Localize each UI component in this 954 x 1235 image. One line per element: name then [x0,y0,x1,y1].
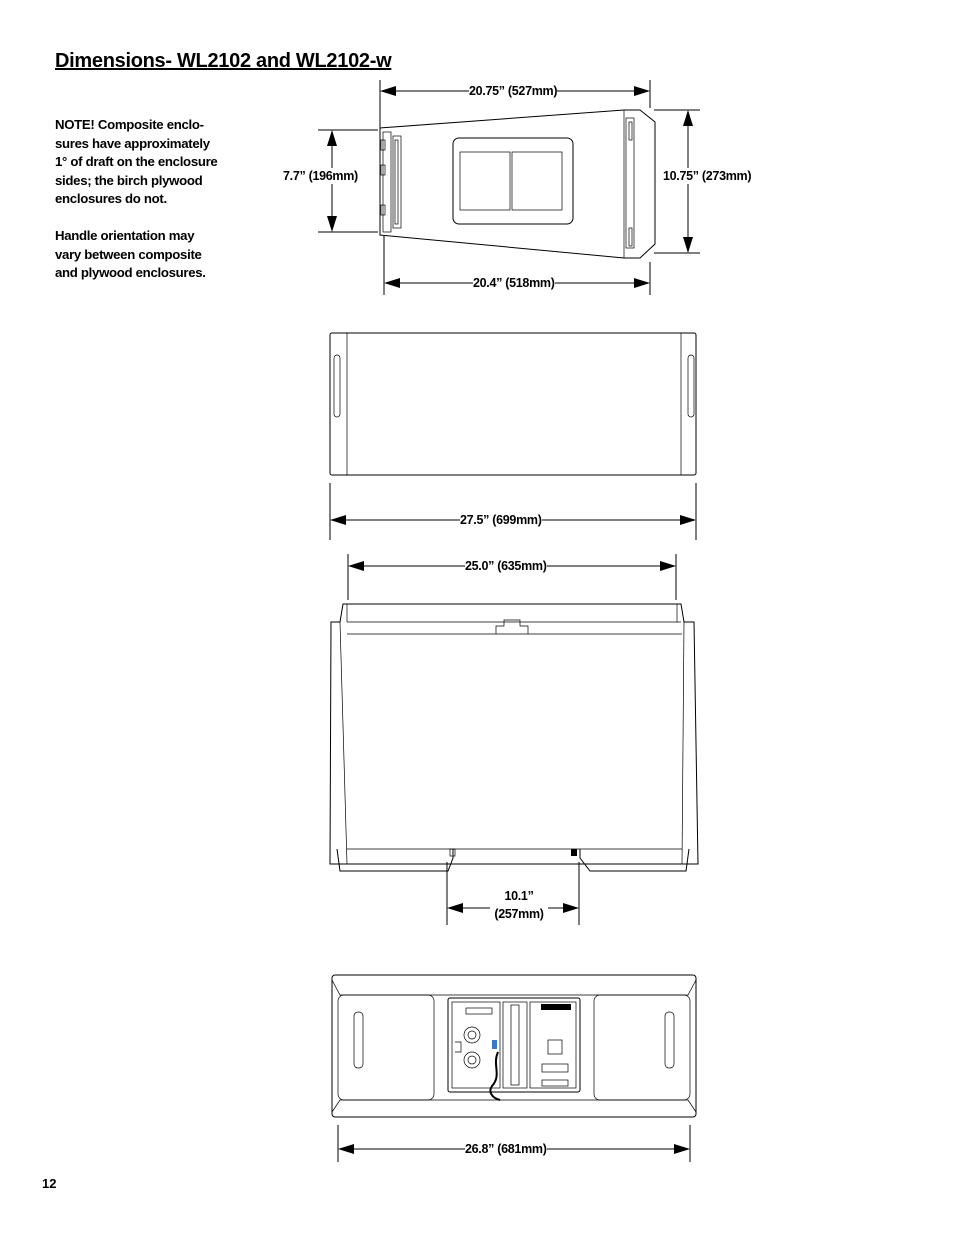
top-view-drawing [330,554,698,925]
note-line: and plywood enclosures. [55,265,206,280]
dimension-label-rear-width: 26.8” (681mm) [465,1142,547,1156]
dimension-label-rig-spacing-mm: (257mm) [494,907,544,921]
side-view-drawing [318,80,700,295]
rear-view-drawing [332,975,696,1162]
note-line: vary between composite [55,246,202,262]
note-line: Handle orientation may [55,228,195,243]
dimension-label-front-width: 27.5” (699mm) [460,513,542,527]
dimension-label-side-left-height: 7.7” (196mm) [283,169,358,183]
dimension-label-side-bottom: 20.4” (518mm) [473,276,555,290]
note-line: sides; the birch plywood [55,172,203,188]
note-line: NOTE! Composite enclo- [55,117,204,132]
note-line: 1° of draft on the enclosure [55,154,218,169]
dimension-label-rig-spacing-inches: 10.1” [504,889,534,903]
dimension-label-side-right-height: 10.75” (273mm) [663,169,752,183]
page-title: Dimensions- WL2102 and WL2102-w [55,50,392,72]
dimension-label-rig-spacing [490,888,548,922]
front-view-drawing [330,333,696,540]
dimension-label-side-top: 20.75” (527mm) [469,84,558,98]
page-number: 12 [42,1176,57,1191]
note-line: enclosures do not. [55,191,167,206]
note-line: sures have approximately [55,135,210,151]
dimension-label-top-inner-width: 25.0” (635mm) [465,559,547,573]
